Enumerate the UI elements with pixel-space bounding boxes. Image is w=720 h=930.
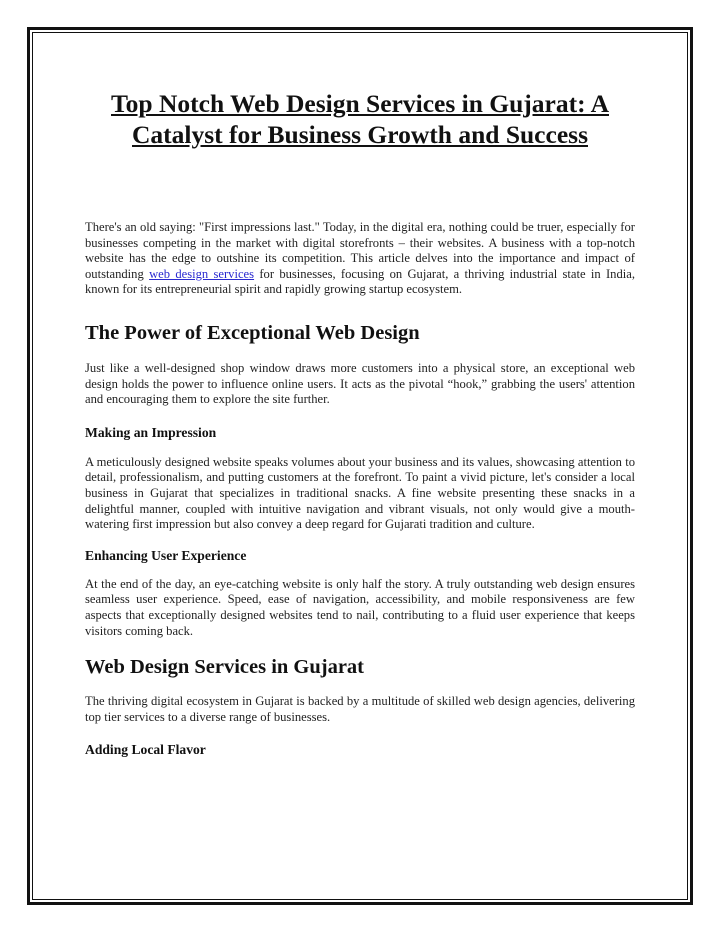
section-paragraph-web-design-gujarat: The thriving digital ecosystem in Gujarat is backed by a multitude of skilled web design agencies, delivering top tier services to a diverse range of businesses. bbox=[85, 694, 635, 724]
subsection-heading-making-an-impression: Making an Impression bbox=[85, 424, 217, 440]
section-heading-power-of-web-design: The Power of Exceptional Web Design bbox=[85, 321, 420, 344]
intro-text-after-link: for businesses, focusing on Gujarat, a thriving industrial state in India, known for its entrepreneurial spirit and rapidly growing startup ecosystem. bbox=[85, 266, 636, 297]
section-paragraph-power-of-web-design: Just like a well-designed shop window draws more customers into a physical store, an exceptional web design holds the power to influence online users. It acts as the pivotal “hook,” grabbing the users' attention and encouraging them to explore the site further. bbox=[85, 360, 635, 407]
document-body bbox=[85, 88, 635, 758]
document-title-line-2: Catalyst for Business Growth and Success bbox=[132, 120, 588, 149]
subsection-heading-enhancing-user-experience: Enhancing User Experience bbox=[85, 547, 247, 563]
section-heading-web-design-gujarat: Web Design Services in Gujarat bbox=[85, 656, 365, 679]
web-design-services-link[interactable]: web design services bbox=[149, 266, 255, 281]
subsection-paragraph-making-an-impression: A meticulously designed website speaks volumes about your business and its values, showcasing attention to detail, professionalism, and putting customers at the forefront. To paint a vivid picture, let's consider a local business in Gujarat that specializes in traditional snacks. A fine website presenting these snacks in a delightful manner, coupled with intuitive navigation and vibrant visuals, not only would give a mouth-watering first impression but also convey a deep regard for Gujarati tradition and culture. bbox=[85, 454, 635, 532]
subsection-paragraph-enhancing-user-experience: At the end of the day, an eye-catching website is only half the story. A truly outstanding web design ensures seamless user experience. Speed, ease of navigation, accessibility, and mobile responsiveness are few aspects that exceptionally designed websites tend to nail, contributing to a fluid user experience that keeps visitors coming back. bbox=[85, 576, 635, 638]
intro-text-before-link: There's an old saying: "First impressions last." Today, in the digital era, nothing could be truer, especially for businesses competing in the market with digital storefronts – their websites. A business with a top-notch website has the edge to outshine its competition. This article delves into the importance and impact of outstanding bbox=[85, 220, 635, 281]
document-title bbox=[85, 88, 635, 150]
intro-paragraph bbox=[85, 220, 635, 298]
subsection-heading-adding-local-flavor: Adding Local Flavor bbox=[85, 742, 206, 758]
document-title-line-1: Top Notch Web Design Services in Gujarat: A bbox=[111, 89, 609, 118]
